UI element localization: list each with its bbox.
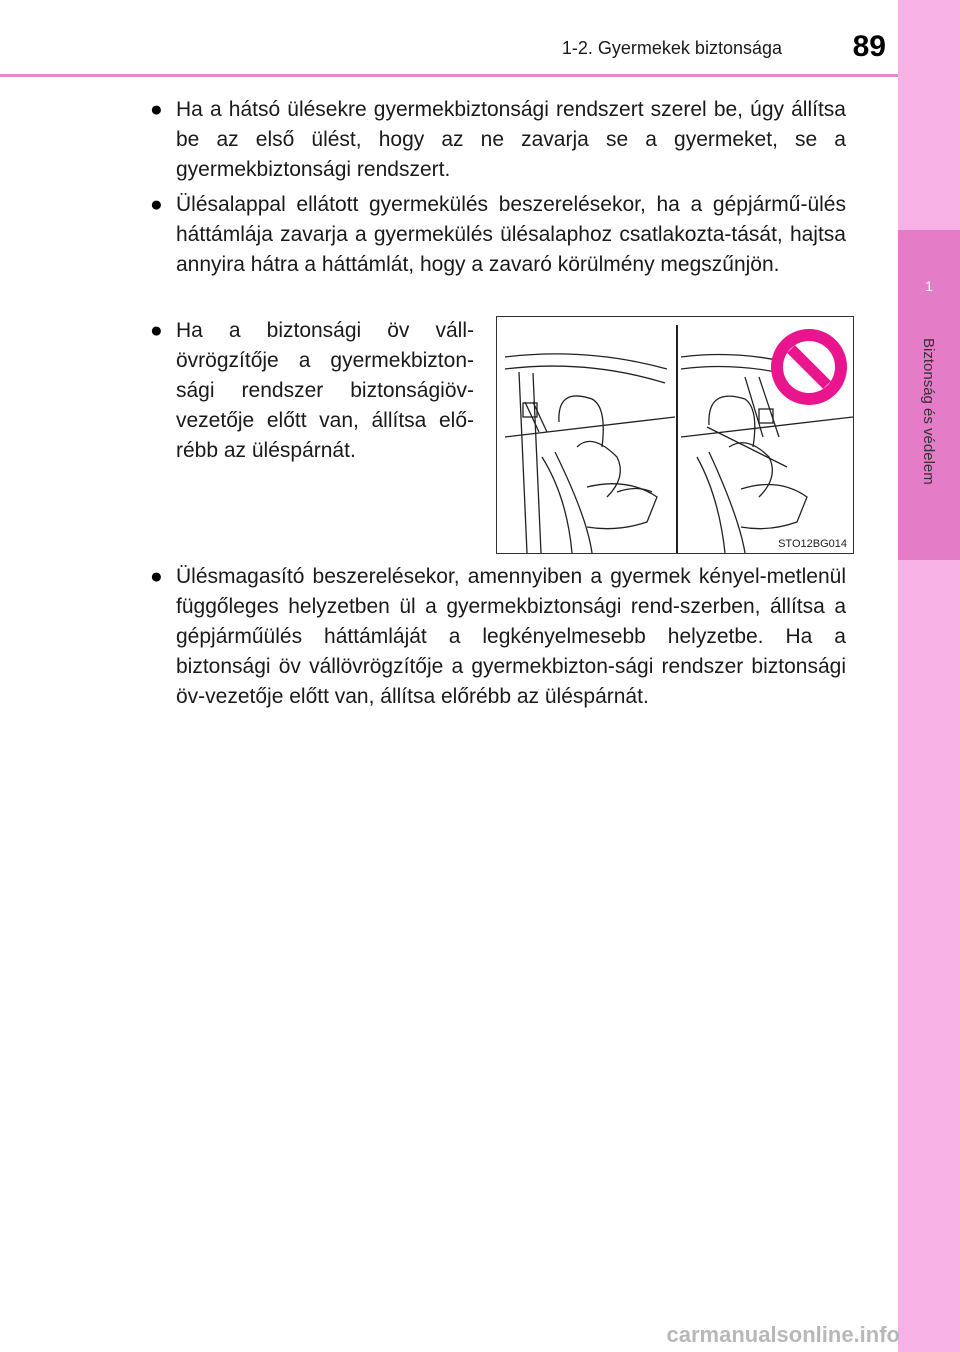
watermark: carmanualsonline.info — [666, 1322, 900, 1347]
section-title: 1-2. Gyermekek biztonsága — [561, 38, 782, 58]
chapter-title: Biztonság és védelem — [920, 338, 937, 485]
bullet-icon: ● — [150, 98, 163, 121]
figure-code: STO12BG014 — [778, 538, 847, 550]
illustration-drawing — [497, 317, 853, 553]
illustration-child-seat — [496, 316, 854, 554]
bullet-icon: ● — [150, 565, 163, 588]
chapter-number: 1 — [925, 278, 933, 294]
prohibition-icon — [771, 329, 847, 405]
bullet-icon: ● — [150, 319, 163, 342]
paragraph-4: Ülésmagasító beszerelésekor, amennyiben a gyermek kényel-metlenül függőleges helyzetben ül a gyermekbiztonsági rend-szerben, állítsa a gépjárműülés háttámláját a legkényelmesebb helyzetbe. Ha a biztonsági öv vállövrögzítője a gyermekbizton-sági rendszer biztonsági öv-vezetője előtt van, állítsa előrébb az üléspárnát. — [176, 565, 846, 708]
bullet-icon: ● — [150, 193, 163, 216]
chapter-side-tab — [898, 0, 960, 1352]
paragraph-1: Ha a hátsó ülésekre gyermekbiztonsági rendszert szerel be, úgy állítsa be az első ülést, hogy az ne zavarja se a gyermeket, se a gyermekbiztonsági rendszert. — [176, 98, 846, 181]
header-divider — [0, 74, 898, 77]
paragraph-2: Ülésalappal ellátott gyermekülés beszerelésekor, ha a gépjármű-ülés háttámlája zavarja a gyermekülés ülésalaphoz csatlakozta-tását, hajtsa annyira hátra a háttámlát, hogy a zavaró körülmény megszűnjön. — [176, 193, 846, 276]
paragraph-3: Ha a biztonsági öv váll-övrögzítője a gyermekbizton-sági rendszer biztonságiöv-vezetője előtt van, állítsa elő-rébb az üléspárnát. — [176, 319, 474, 462]
page-number: 89 — [852, 30, 886, 63]
